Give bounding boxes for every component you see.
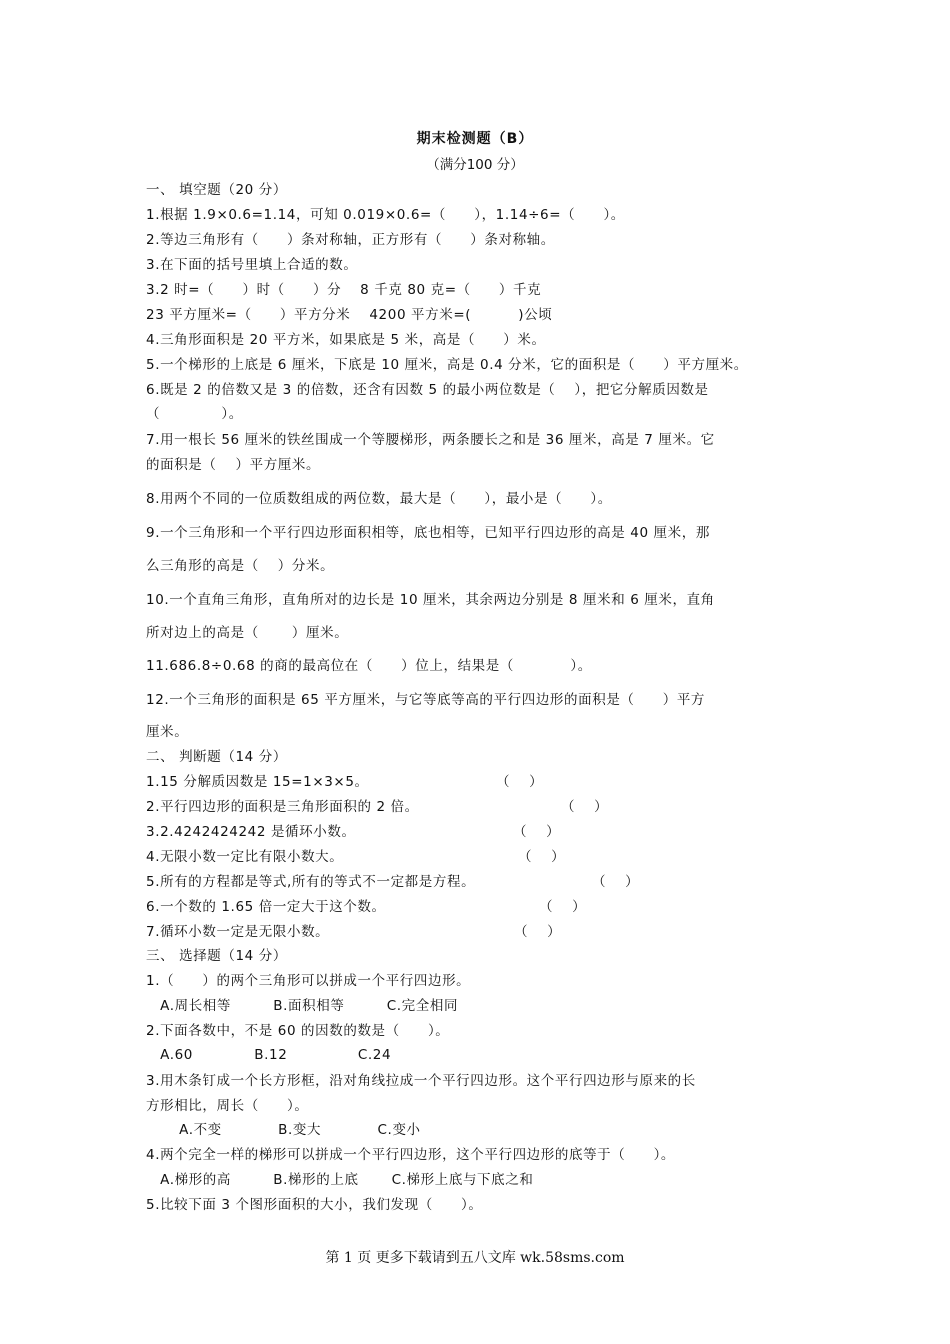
- question-line: 6.既是 2 的倍数又是 3 的倍数，还含有因数 5 的最小两位数是（ ），把它分解质因数是: [146, 382, 709, 398]
- answer-blank: （ ）: [592, 874, 640, 890]
- section-heading-true-false: 二、 判断题（14 分）: [146, 749, 287, 765]
- judge-text: 6.一个数的 1.65 倍一定大于这个数。: [146, 899, 386, 915]
- question-line: 11.686.8÷0.68 的商的最高位在（ ）位上，结果是（ ）。: [146, 658, 592, 674]
- judge-text: 4.无限小数一定比有限小数大。: [146, 849, 344, 865]
- question-line: 2.等边三角形有（ ）条对称轴，正方形有（ ）条对称轴。: [146, 232, 555, 248]
- judge-item: [146, 820, 561, 840]
- judge-text: 3.2.4242424242 是循环小数。: [146, 824, 356, 840]
- choice-options: A.60 B.12 C.24: [146, 1047, 392, 1063]
- question-line: 10.一个直角三角形，直角所对的边长是 10 厘米，其余两边分别是 8 厘米和 6 厘米，直角: [146, 592, 715, 608]
- question-line: 5.一个梯形的上底是 6 厘米，下底是 10 厘米，高是 0.4 分米，它的面积是（ ）平方厘米。: [146, 357, 748, 373]
- question-line: 1.（ ）的两个三角形可以拼成一个平行四边形。: [146, 973, 471, 989]
- judge-item: [146, 845, 566, 865]
- judge-text: 2.平行四边形的面积是三角形面积的 2 倍。: [146, 799, 419, 815]
- question-line: 9.一个三角形和一个平行四边形面积相等，底也相等，已知平行四边形的高是 40 厘米，那: [146, 525, 710, 541]
- exam-subtitle: （满分100 分）: [426, 157, 524, 173]
- question-line: 23 平方厘米=（ ）平方分米 4200 平方米=( )公顷: [146, 307, 553, 323]
- question-line: 7.用一根长 56 厘米的铁丝围成一个等腰梯形，两条腰长之和是 36 厘米，高是 7 厘米。它: [146, 432, 715, 448]
- question-line: 4.两个完全一样的梯形可以拼成一个平行四边形，这个平行四边形的底等于（ ）。: [146, 1147, 676, 1163]
- section-heading-fill-blank: 一、 填空题（20 分）: [146, 182, 287, 198]
- judge-item: [146, 870, 640, 890]
- answer-blank: （ ）: [518, 849, 566, 865]
- question-line: （ ）。: [146, 406, 243, 422]
- choice-options: A.周长相等 B.面积相等 C.完全相同: [146, 998, 459, 1014]
- judge-item: [146, 770, 544, 790]
- answer-blank: （ ）: [514, 924, 562, 940]
- question-line: 12.一个三角形的面积是 65 平方厘米，与它等底等高的平行四边形的面积是（ ）平方: [146, 692, 706, 708]
- question-line: 么三角形的高是（ ）分米。: [146, 558, 335, 574]
- answer-blank: （ ）: [539, 899, 587, 915]
- answer-blank: （ ）: [513, 824, 561, 840]
- choice-options: A.不变 B.变大 C.变小: [146, 1122, 421, 1138]
- question-line: 3.用木条钉成一个长方形框，沿对角线拉成一个平行四边形。这个平行四边形与原来的长: [146, 1073, 696, 1089]
- question-line: 3.2 时=（ ）时（ ）分 8 千克 80 克=（ ）千克: [146, 282, 542, 298]
- exam-title: 期末检测题（B）: [416, 131, 534, 147]
- question-line: 厘米。: [146, 724, 189, 740]
- question-line: 4.三角形面积是 20 平方米，如果底是 5 米，高是（ ）米。: [146, 332, 546, 348]
- section-heading-multiple-choice: 三、 选择题（14 分）: [146, 948, 287, 964]
- question-line: 5.比较下面 3 个图形面积的大小，我们发现（ ）。: [146, 1197, 483, 1213]
- question-line: 的面积是（ ）平方厘米。: [146, 457, 321, 473]
- judge-item: [146, 920, 562, 940]
- judge-text: 7.循环小数一定是无限小数。: [146, 924, 330, 940]
- choice-options: A.梯形的高 B.梯形的上底 C.梯形上底与下底之和: [146, 1172, 534, 1188]
- question-line: 所对边上的高是（ ）厘米。: [146, 625, 349, 641]
- judge-text: 5.所有的方程都是等式,所有的等式不一定都是方程。: [146, 874, 476, 890]
- answer-blank: （ ）: [561, 799, 609, 815]
- question-line: 8.用两个不同的一位质数组成的两位数，最大是（ ），最小是（ ）。: [146, 491, 612, 507]
- judge-item: [146, 895, 587, 915]
- judge-text: 1.15 分解质因数是 15=1×3×5。: [146, 774, 369, 790]
- question-line: 方形相比，周长（ ）。: [146, 1098, 309, 1114]
- question-line: 3.在下面的括号里填上合适的数。: [146, 257, 358, 273]
- page-footer: 第 1 页 更多下载请到五八文库 wk.58sms.com: [325, 1250, 625, 1266]
- question-line: 1.根据 1.9×0.6=1.14，可知 0.019×0.6=（ ），1.14÷6=（ ）。: [146, 207, 625, 223]
- answer-blank: （ ）: [496, 774, 544, 790]
- judge-item: [146, 795, 609, 815]
- question-line: 2.下面各数中，不是 60 的因数的数是（ ）。: [146, 1023, 450, 1039]
